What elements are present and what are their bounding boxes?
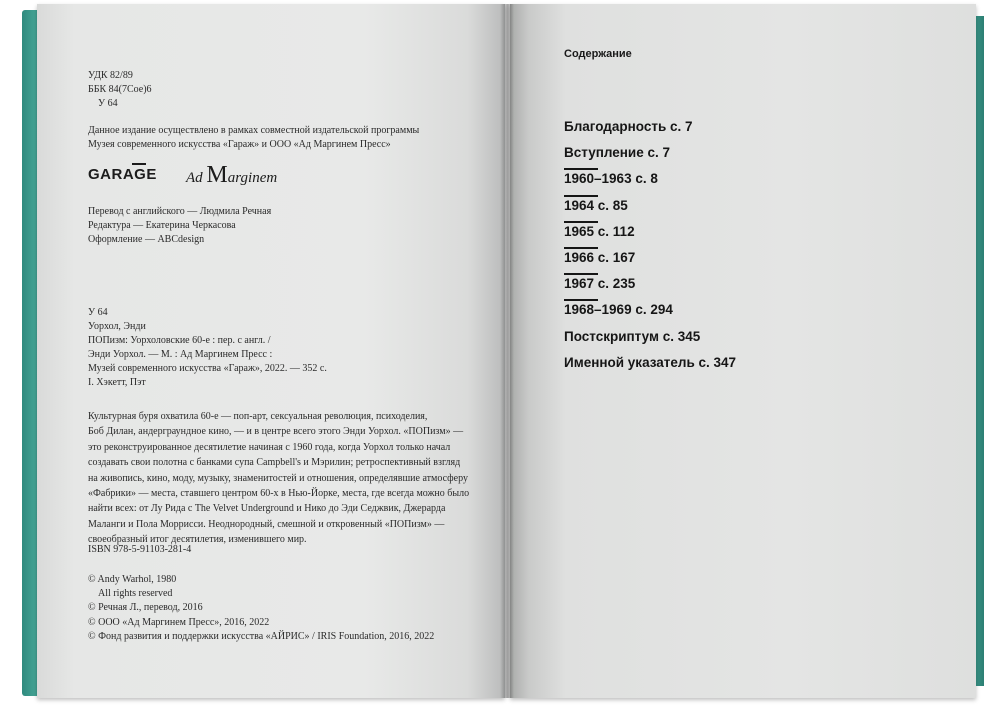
credit-design: Оформление — ABCdesign [88,234,205,245]
annotation-line: на живопись, кино, моду, музыку, знаменитостей и отношения, определявшие атмосферу [88,472,468,484]
udk-line: УДК 82/89 [88,70,133,81]
toc-item: 1966 с. 167 [564,250,736,276]
annotation-line: «Фабрики» — места, ставшего центром 60-х в Нью-Йорке, места, где всегда можно было [88,488,470,500]
contents-heading: Содержание [564,48,632,60]
toc-item: 1967 с. 235 [564,276,736,302]
garage-logo [88,166,157,183]
book-gutter [500,4,514,698]
isbn: ISBN 978-5-91103-281-4 [88,544,192,555]
catalog-line: Уорхол, Энди [88,321,146,332]
credit-translator: Перевод с английского — Людмила Речная [88,206,272,217]
annotation-line: Маланги и Пола Моррисси. Неоднородный, смешной и откровенный «ПОПизм» — [88,518,445,530]
program-note [88,124,419,152]
ad-marginem-logo-suffix: arginem [227,170,278,186]
copyright-line: © Andy Warhol, 1980 [88,574,177,585]
author-mark: У 64 [98,98,118,109]
copyright-line: All rights reserved [98,588,173,600]
catalog-line: Энди Уорхол. — М. : Ад Маргинем Пресс : [88,349,273,360]
copyright-line: © ООО «Ад Маргинем Пресс», 2016, 2022 [88,616,270,628]
copyright-line: © Фонд развития и поддержки искусства «АЙРИС» / IRIS Foundation, 2016, 2022 [88,630,435,642]
toc-item: Вступление с. 7 [564,145,671,161]
annotation-line: это реконструированное десятилетие начиная с 1960 года, когда Уорхол только начал [88,441,451,453]
catalog-line: У 64 [88,307,108,318]
bbk-line: ББК 84(7Сое)6 [88,84,152,95]
catalog-record [88,306,327,390]
copyright-line: © Речная Л., перевод, 2016 [88,602,203,614]
toc-item: Именной указатель с. 347 [564,354,737,370]
program-note-line: Данное издание осуществлено в рамках совместной издательской программы [88,125,420,136]
annotation-line: Культурная буря охватила 60-е — поп-арт, сексуальная революция, психоделия, [88,411,428,422]
toc-item: Благодарность с. 7 [564,119,693,134]
annotation [88,409,469,548]
toc-item: 1968–1969 с. 294 [564,302,736,328]
credits-block [88,205,271,247]
toc-item: 1965 с. 112 [564,224,736,250]
annotation-line: найти всех: от Лу Рида с The Velvet Underground и Нико до Эди Седжвик, Джерарда [88,503,446,515]
toc-item: Постскриптум с. 345 [564,328,701,344]
credit-editor: Редактура — Екатерина Черкасова [88,220,236,231]
copyright-block [88,573,434,644]
catalog-line: I. Хэкетт, Пэт [88,377,146,388]
program-note-line: Музея современного искусства «Гараж» и ООО «Ад Маргинем Пресс» [88,139,391,150]
annotation-line: создавать свои полотна с банками супа Campbell's и Мэрилин; ретроспективный взгляд [88,457,461,469]
table-of-contents [564,119,736,381]
annotation-line: своеобразный итог десятилетия, изменившего мир. [88,534,307,546]
ad-marginem-logo-prefix: Ad [186,170,203,186]
catalog-line: ПОПизм: Уорхоловские 60-е : пер. с англ. / [88,335,271,346]
ad-marginem-logo [186,162,277,189]
udk-block [88,69,152,111]
toc-item: 1964 с. 85 [564,198,736,224]
catalog-line: Музей современного искусства «Гараж», 2022. — 352 с. [88,363,327,374]
annotation-line: Боб Дилан, андерграундное кино, — и в центре всего этого Энди Уорхол. «ПОПизм» — [88,426,464,438]
garage-logo-text: GARAGE [88,166,157,183]
ad-marginem-logo-initial: M [206,162,228,188]
toc-item: 1960–1963 с. 8 [564,171,736,197]
